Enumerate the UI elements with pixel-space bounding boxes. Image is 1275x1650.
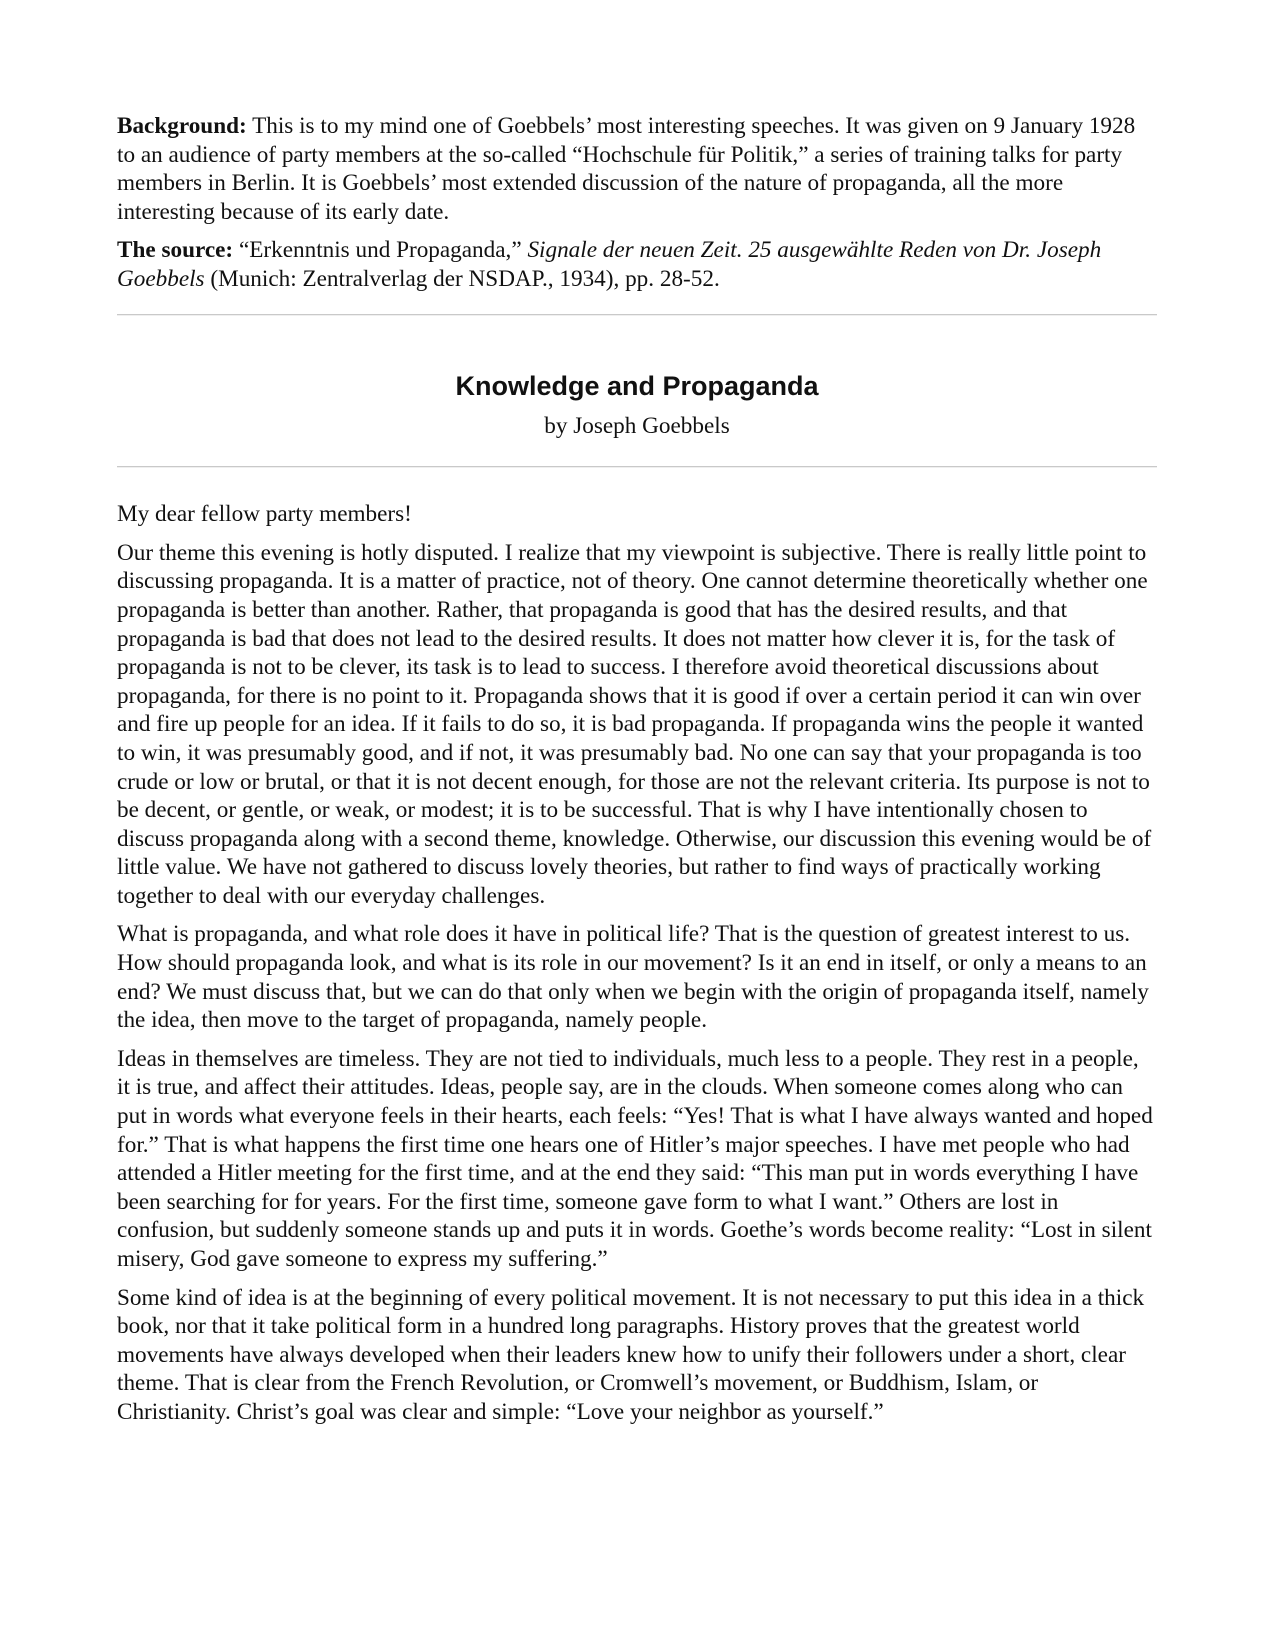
source-paragraph: [117, 236, 1157, 293]
source-text-before: “Erkenntnis und Propaganda,”: [233, 237, 528, 264]
source-title-italic: Signale der neuen Zeit. 25 ausgewählte Reden von Dr. Joseph Goebbels: [117, 237, 1102, 292]
speech-title: Knowledge and Propaganda: [455, 370, 819, 401]
body-paragraph-5: Some kind of idea is at the beginning of every political movement. It is not necessary to put this idea in a thick book, nor that it take political form in a hundred long paragraphs. History proves that the greatest world movements have always developed when their leaders knew how to unify their followers under a short, clear theme. That is clear from the French Revolution, or Cromwell’s movement, or Buddhism, Islam, or Christianity. Christ’s goal was clear and simple: “Love your neighbor as yourself.”: [117, 1284, 1145, 1425]
source-text-after: (Munich: Zentralverlag der NSDAP., 1934), pp. 28-52.: [204, 265, 720, 292]
background-label: Background:: [117, 113, 247, 139]
body-paragraph-2: Our theme this evening is hotly disputed. I realize that my viewpoint is subjective. There is really little point to discussing propaganda. It is a matter of practice, not of theory. One cannot determine theoretically whether one propaganda is better than another. Rather, that propaganda is good that has the desired results, and that propaganda is bad that does not lead to the desired results. It does not matter how clever it is, for the task of propaganda is not to be clever, its task is to lead to success. I therefore avoid theoretical discussions about propaganda, for there is no point to it. Propaganda shows that it is good if over a certain period it can win over and fire up people for an idea. If it fails to do so, it is bad propaganda. If propaganda wins the people it wanted to win, it was presumably good, and if not, it was presumably bad. No one can say that your propaganda is too crude or low or brutal, or that it is not decent enough, for those are not the relevant criteria. Its purpose is not to be decent, or gentle, or weak, or modest; it is to be successful. That is why I have intentionally chosen to discuss propaganda along with a second theme, knowledge. Otherwise, our discussion this evening would be of little value. We have not gathered to discuss lovely theories, but rather to find ways of practically working together to deal with our everyday challenges.: [117, 539, 1152, 909]
divider-top: [117, 314, 1157, 316]
source-label: The source:: [117, 237, 234, 264]
background-paragraph: [117, 112, 1157, 226]
divider-bottom: [117, 466, 1157, 468]
body-paragraph-4: Ideas in themselves are timeless. They are not tied to individuals, much less to a people. They rest in a people, it is true, and affect their attitudes. Ideas, people say, are in the clouds. When someone comes along who can put in words what everyone feels in their hearts, each feels: “Yes! That is what I have always wanted and hoped for.” That is what happens the first time one hears one of Hitler’s major speeches. I have met people who had attended a Hitler meeting for the first time, and at the end they said: “This man put in words everything I have been searching for for years. For the first time, someone gave form to what I want.” Others are lost in confusion, but suddenly someone stands up and puts it in words. Goethe’s words become reality: “Lost in silent misery, God gave someone to express my suffering.”: [117, 1045, 1153, 1272]
body-paragraph-1: My dear fellow party members!: [117, 501, 412, 528]
body-paragraph-3: What is propaganda, and what role does it have in political life? That is the question of greatest interest to us. How should propaganda look, and what is its role in our movement? Is it an end in itself, or only a means to an end? We must discuss that, but we can do that only when we begin with the origin of propaganda itself, namely the idea, then move to the target of propaganda, namely people.: [117, 921, 1149, 1034]
document-page: [117, 112, 1157, 1437]
speech-byline: by Joseph Goebbels: [544, 412, 730, 439]
background-text: This is to my mind one of Goebbels’ most interesting speeches. It was given on 9 January 1928 to an audience of party members at the so-called “Hochschule für Politik,” a series of training talks for party members in Berlin. It is Goebbels’ most extended discussion of the nature of propaganda, all the more interesting because of its early date.: [117, 113, 1136, 225]
